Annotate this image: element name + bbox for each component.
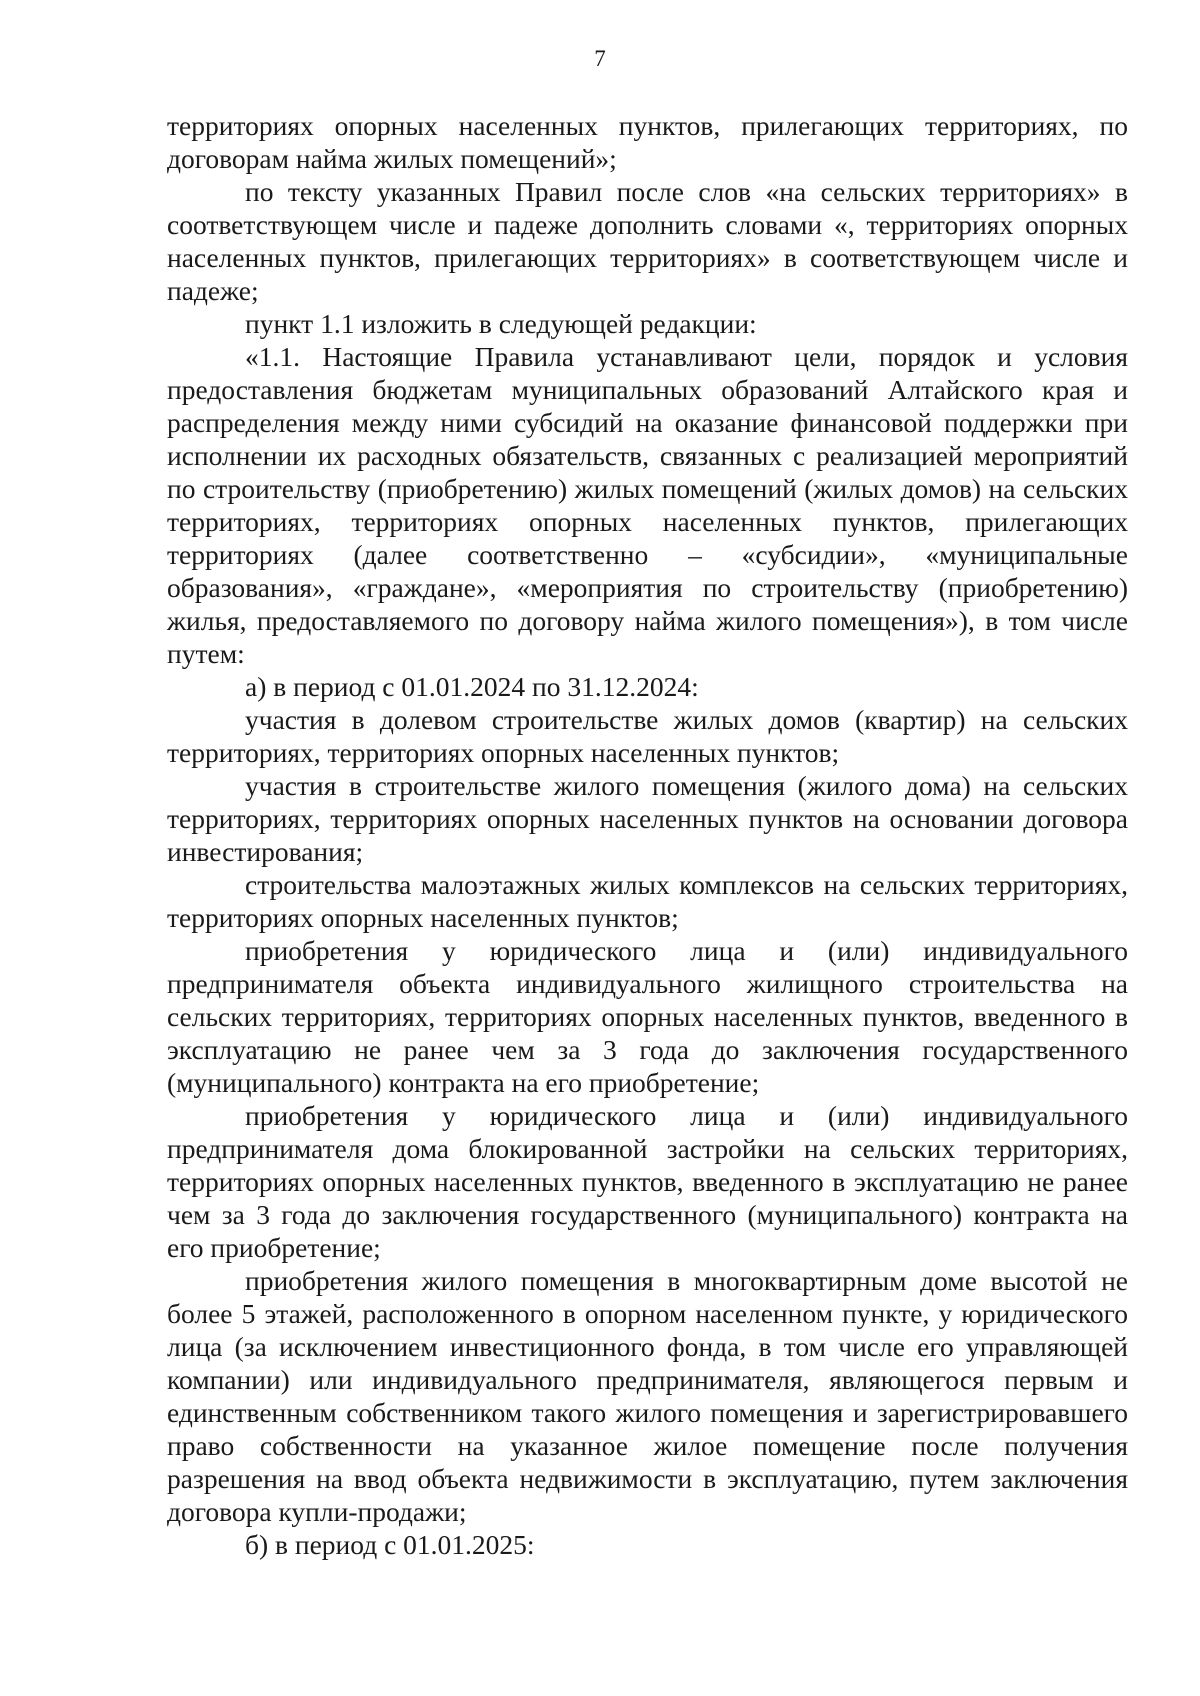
paragraph: а) в период с 01.01.2024 по 31.12.2024: [245, 671, 699, 702]
paragraph: приобретения у юридического лица и (или) индивидуального предпринимателя объекта индивидуального жилищного строительства на сельских территориях, территориях опорных населенных пунктов, введенного в эксплуатацию не ранее чем за 3 года до заключения государственного (муниципального) контракта на его приобретение; [167, 935, 1128, 1098]
paragraph: пункт 1.1 изложить в следующей редакции: [245, 308, 757, 339]
page-number: 7 [594, 46, 606, 71]
paragraph: участия в долевом строительстве жилых домов (квартир) на сельских территориях, территориях опорных населенных пунктов; [167, 704, 1128, 768]
paragraph: б) в период с 01.01.2025: [245, 1529, 535, 1560]
paragraph: приобретения у юридического лица и (или) индивидуального предпринимателя дома блокированной застройки на сельских территориях, территориях опорных населенных пунктов, введенного в эксплуатацию не ранее чем за 3 года до заключения государственного (муниципального) контракта на его приобретение; [167, 1100, 1128, 1263]
document-body [167, 109, 1128, 1561]
paragraph: приобретения жилого помещения в многоквартирным доме высотой не более 5 этажей, расположенного в опорном населенном пункте, у юридического лица (за исключением инвестиционного фонда, в том числе его управляющей компании) или индивидуального предпринимателя, являющегося первым и единственным собственником такого жилого помещения и зарегистрировавшего право собственности на указанное жилое помещение после получения разрешения на ввод объекта недвижимости в эксплуатацию, путем заключения договора купли-продажи; [167, 1265, 1128, 1527]
paragraph: строительства малоэтажных жилых комплексов на сельских территориях, территориях опорных населенных пунктов; [167, 869, 1128, 933]
paragraph: по тексту указанных Правил после слов «на сельских территориях» в соответствующем числе и падеже дополнить словами «, территориях опорных населенных пунктов, прилегающих территориях» в соответствующем числе и падеже; [167, 176, 1128, 306]
paragraph: «1.1. Настоящие Правила устанавливают цели, порядок и условия предоставления бюджетам муниципальных образований Алтайского края и распределения между ними субсидий на оказание финансовой поддержки при исполнении их расходных обязательств, связанных с реализацией мероприятий по строительству (приобретению) жилых помещений (жилых домов) на сельских территориях, территориях опорных населенных пунктов, прилегающих территориях (далее соответственно – «субсидии», «муниципальные образования», «граждане», «мероприятия по строительству (приобретению) жилья, предоставляемого по договору найма жилого помещения»), в том числе путем: [167, 341, 1128, 669]
paragraph-continuation: территориях опорных населенных пунктов, прилегающих территориях, по договорам найма жилых помещений»; [167, 110, 1128, 174]
paragraph: участия в строительстве жилого помещения (жилого дома) на сельских территориях, территориях опорных населенных пунктов на основании договора инвестирования; [167, 770, 1128, 867]
